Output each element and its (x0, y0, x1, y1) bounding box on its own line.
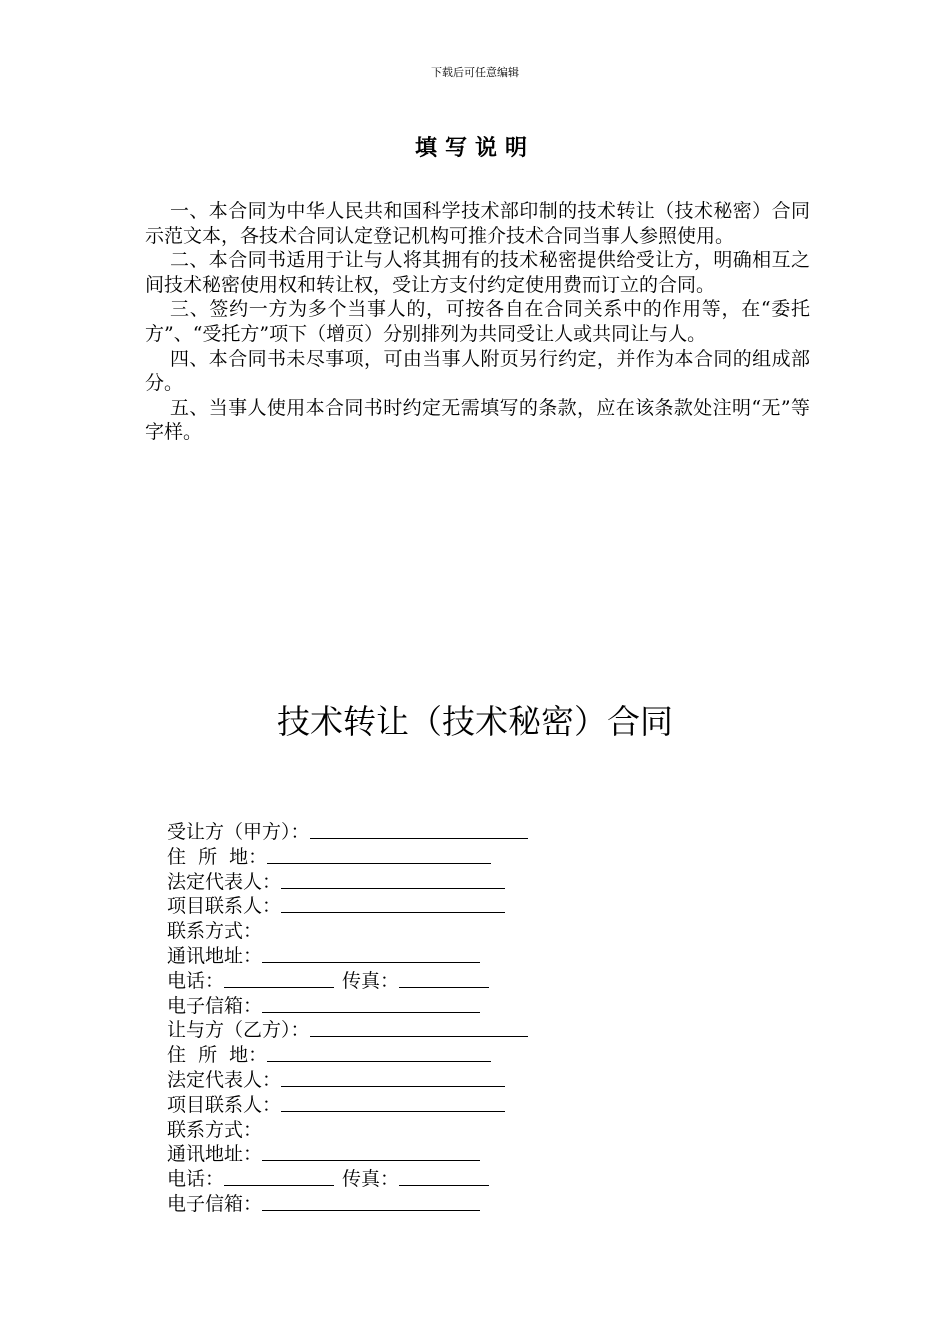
party-a-mailing-address-label: 通讯地址： (167, 944, 263, 967)
instruction-paragraph-3: 三、签约一方为多个当事人的，可按各自在合同关系中的作用等，在“委托方”、“受托方”项下（增页）分别排列为共同受让人或共同让与人。 (145, 298, 810, 345)
party-b-mailing-address-label: 通讯地址： (167, 1143, 263, 1166)
party-a-phone-blank[interactable] (224, 969, 334, 988)
party-b-address-label: 住 所 地： (167, 1044, 268, 1067)
parties-form (167, 820, 807, 1217)
party-b-legal-rep-label: 法定代表人： (167, 1068, 282, 1091)
party-a-name-label: 受让方（甲方）： (167, 821, 310, 843)
party-b-fax-label: 传真： (342, 1168, 400, 1191)
party-b-contact-method-row (167, 1118, 807, 1143)
party-a-phone-fax-row (167, 969, 807, 994)
party-b-phone-fax-row (167, 1167, 807, 1192)
party-a-address-row (167, 845, 807, 870)
party-a-legal-rep-blank[interactable] (281, 870, 505, 889)
party-a-phone-label: 电话： (167, 969, 225, 992)
instruction-paragraph-1: 一、本合同为中华人民共和国科学技术部印制的技术转让（技术秘密）合同示范文本，各技术合同认定登记机构可推介技术合同当事人参照使用。 (145, 200, 810, 247)
party-a-fax-label: 传真： (342, 969, 400, 992)
party-b-contact-person-blank[interactable] (281, 1093, 505, 1112)
instructions-title: 填写说明 (414, 136, 535, 161)
party-b-legal-rep-blank[interactable] (281, 1068, 505, 1087)
party-b-fax-blank[interactable] (399, 1167, 489, 1186)
instructions-body (145, 199, 810, 445)
party-b-contact-method-label: 联系方式： (167, 1118, 263, 1141)
party-a-fax-blank[interactable] (399, 969, 489, 988)
party-b-mailing-address-blank[interactable] (262, 1142, 480, 1161)
party-b-phone-blank[interactable] (224, 1167, 334, 1186)
party-b-phone-label: 电话： (167, 1168, 225, 1191)
party-b-contact-person-row (167, 1093, 807, 1118)
party-b-name-label: 让与方（乙方）： (167, 1019, 310, 1042)
party-a-contact-person-blank[interactable] (281, 894, 505, 913)
party-a-mailing-address-blank[interactable] (262, 944, 480, 963)
party-a-name-row (167, 820, 807, 845)
instruction-paragraph-2: 二、本合同书适用于让与人将其拥有的技术秘密提供给受让方，明确相互之间技术秘密使用权和转让权，受让方支付约定使用费而订立的合同。 (145, 249, 810, 296)
party-b-address-row (167, 1043, 807, 1068)
party-b-email-label: 电子信箱： (167, 1192, 263, 1215)
instruction-paragraph-5: 五、当事人使用本合同书时约定无需填写的条款，应在该条款处注明“无”等字样。 (145, 396, 810, 444)
party-b-address-blank[interactable] (267, 1043, 491, 1062)
party-b-legal-rep-row (167, 1068, 807, 1093)
party-a-name-blank[interactable] (310, 820, 528, 839)
party-a-email-blank[interactable] (262, 994, 480, 1013)
party-a-contact-person-label: 项目联系人： (167, 895, 282, 918)
party-b-email-row (167, 1192, 807, 1217)
party-a-email-row (167, 994, 807, 1019)
party-a-legal-rep-label: 法定代表人： (167, 870, 282, 893)
party-a-address-blank[interactable] (267, 845, 491, 864)
party-a-legal-rep-row (167, 870, 807, 895)
party-a-address-label: 住 所 地： (167, 845, 268, 868)
party-a-mailing-address-row (167, 944, 807, 969)
instruction-paragraph-4: 四、本合同书未尽事项，可由当事人附页另行约定，并作为本合同的组成部分。 (145, 347, 810, 395)
page-header-note: 下载后可任意编辑 (431, 66, 519, 79)
party-b-name-row (167, 1018, 807, 1043)
party-b-mailing-address-row (167, 1142, 807, 1167)
party-b-email-blank[interactable] (262, 1192, 480, 1211)
party-a-email-label: 电子信箱： (167, 994, 263, 1017)
party-a-contact-person-row (167, 894, 807, 919)
contract-title: 技术转让（技术秘密）合同 (277, 702, 673, 741)
party-b-name-blank[interactable] (310, 1018, 528, 1037)
party-b-contact-person-label: 项目联系人： (167, 1093, 282, 1116)
party-a-contact-method-row (167, 919, 807, 944)
party-a-contact-method-label: 联系方式： (167, 920, 263, 943)
